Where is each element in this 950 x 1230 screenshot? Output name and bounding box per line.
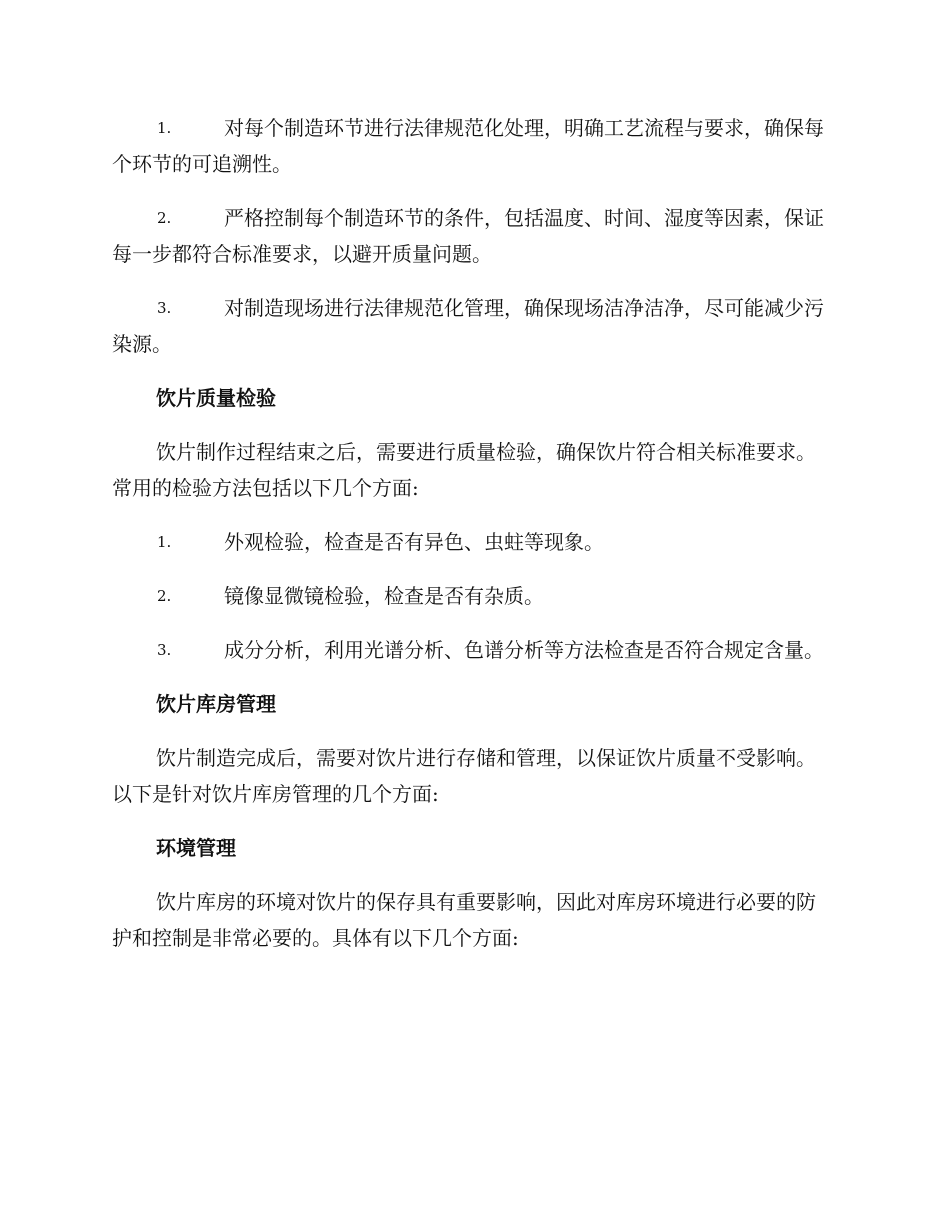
paragraph-environment: 饮片库房的环境对饮片的保存具有重要影响，因此对库房环境进行必要的防护和控制是非常必要的。具体有以下几个方面: xyxy=(112,890,816,950)
list-number: 2. xyxy=(157,587,172,605)
section-heading-quality: 饮片质量检验 xyxy=(156,386,276,410)
section-heading-environment: 环境管理 xyxy=(156,836,236,860)
list-text: 对每个制造环节进行法律规范化处理，明确工艺流程与要求，确保每个环节的可追溯性。 xyxy=(112,116,824,176)
document-page xyxy=(112,110,834,974)
list-item xyxy=(112,200,834,272)
section-heading-storage: 饮片库房管理 xyxy=(156,692,276,716)
list-item xyxy=(112,110,834,182)
paragraph-quality: 饮片制作过程结束之后，需要进行质量检验，确保饮片符合相关标准要求。常用的检验方法包括以下几个方面: xyxy=(112,440,816,500)
list-item xyxy=(112,290,834,362)
list-number: 1. xyxy=(157,533,172,551)
list-text: 外观检验，检查是否有异色、虫蛀等现象。 xyxy=(224,530,604,554)
list-text: 成分分析，利用光谱分析、色谱分析等方法检查是否符合规定含量。 xyxy=(224,638,824,662)
list-item xyxy=(112,524,834,560)
list-number: 3. xyxy=(157,641,172,659)
list-text: 对制造现场进行法律规范化管理，确保现场洁净洁净，尽可能减少污染源。 xyxy=(112,296,824,356)
list-number: 1. xyxy=(157,119,172,137)
list-number: 2. xyxy=(157,209,172,227)
paragraph-storage: 饮片制造完成后，需要对饮片进行存储和管理，以保证饮片质量不受影响。以下是针对饮片库房管理的几个方面: xyxy=(112,746,816,806)
list-number: 3. xyxy=(157,299,172,317)
list-item xyxy=(112,632,834,668)
list-text: 镜像显微镜检验，检查是否有杂质。 xyxy=(224,584,544,608)
list-text: 严格控制每个制造环节的条件，包括温度、时间、湿度等因素，保证每一步都符合标准要求，以避开质量问题。 xyxy=(112,206,824,266)
list-item xyxy=(112,578,834,614)
